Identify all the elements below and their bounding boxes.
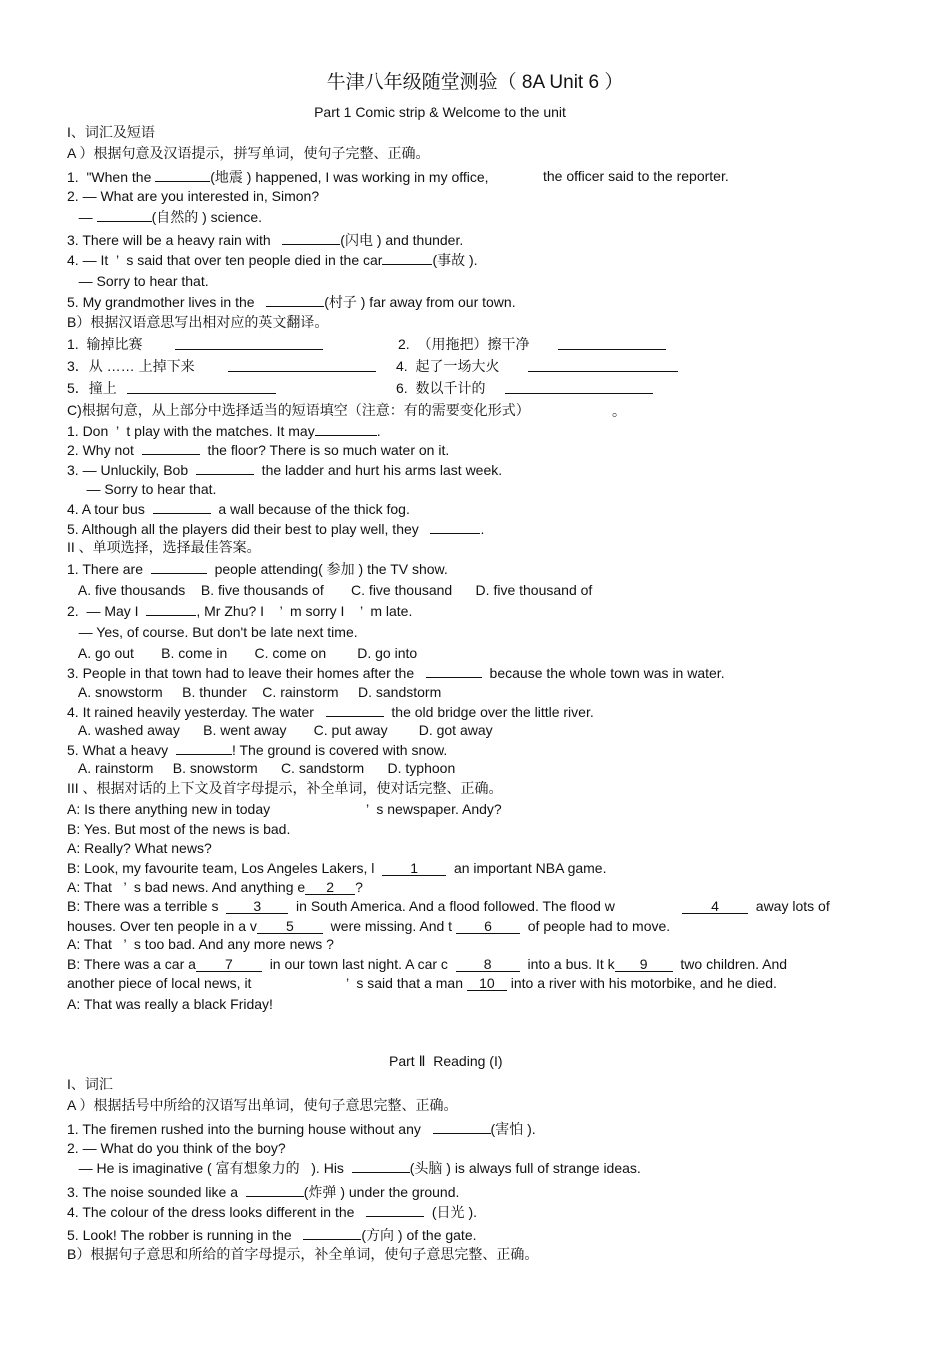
dialog-blank-3[interactable]: 3	[226, 899, 288, 914]
phrase-q5: 5. Although all the players did their best to play well, they .	[67, 521, 485, 537]
mc-blank-4[interactable]	[326, 702, 384, 717]
trans-q4: 4. 起了一场大火	[396, 358, 500, 374]
phrase-blank-1[interactable]	[315, 421, 377, 436]
dialog-blank-10[interactable]: 10	[467, 976, 507, 991]
dialog-line-7: A: That ’ s too bad. And any more news ?	[67, 936, 334, 952]
phrase-blank-2[interactable]	[142, 440, 200, 455]
dialog-line-1: A: Is there anything new in today	[67, 801, 271, 817]
page-title: 牛津八年级随堂测验（ 8A Unit 6 ）	[326, 72, 624, 93]
part2-heading: I、词汇	[67, 1076, 113, 1092]
mc-q2: 2. — May I , Mr Zhu? I ’ m sorry I ’ m late.	[67, 603, 413, 619]
section2-heading: II 、单项选择，选择最佳答案。	[67, 539, 261, 555]
dialog-blank-6[interactable]: 6	[456, 919, 520, 934]
vocab-q5: 5. My grandmother lives in the (村子 ) far away from our town.	[67, 294, 516, 310]
phrase-q1: 1. Don ’ t play with the matches. It may .	[67, 423, 381, 439]
mc-q4: 4. It rained heavily yesterday. The water the old bridge over the little river.	[67, 704, 594, 720]
reading-blank-4[interactable]	[366, 1202, 424, 1217]
section1c-dot: 。	[612, 403, 626, 419]
trans-blank-6[interactable]	[505, 379, 653, 394]
mc-q2-options[interactable]: A. go out B. come in C. come on D. go into	[67, 645, 418, 661]
trans-blank-5[interactable]	[127, 379, 276, 394]
section3-heading: III 、根据对话的上下文及首字母提示，补全单词，使对话完整、正确。	[67, 780, 503, 796]
mc-q5-options[interactable]: A. rainstorm B. snowstorm C. sandstorm D. typhoon	[67, 760, 456, 776]
mc-blank-1[interactable]	[151, 559, 207, 574]
section1b-heading: B）根据汉语意思写出相对应的英文翻译。	[67, 314, 329, 330]
mc-blank-3[interactable]	[426, 663, 482, 678]
reading-blank-5[interactable]	[303, 1225, 361, 1240]
trans-q6: 6. 数以千计的	[396, 380, 486, 396]
dialog-line-6b: houses. Over ten people in a v 5 were missing. And t 6 of people had to move.	[67, 918, 671, 934]
trans-blank-2[interactable]	[558, 335, 666, 350]
part2a-heading: A ）根据括号中所给的汉语写出单词，使句子意思完整、正确。	[67, 1097, 458, 1113]
vocab-q2: 2. — What are you interested in, Simon?	[67, 188, 320, 204]
part2-title: Part Ⅱ Reading (I)	[389, 1053, 503, 1069]
section1c-heading: C)根据句意，从上部分中选择适当的短语填空（注意：有的需要变化形式）	[67, 402, 530, 418]
mc-q3-options[interactable]: A. snowstorm B. thunder C. rainstorm D. sandstorm	[67, 684, 442, 700]
part1-subtitle: Part 1 Comic strip & Welcome to the unit	[314, 104, 566, 120]
dialog-line-1-end: ’ s newspaper. Andy?	[366, 801, 502, 817]
trans-blank-3[interactable]	[228, 357, 376, 372]
dialog-line-6a: B: There was a terrible s 3 in South America. And a flood followed. The flood w	[67, 898, 615, 914]
dialog-line-2: B: Yes. But most of the news is bad.	[67, 821, 291, 837]
phrase-q3: 3. — Unluckily, Bob the ladder and hurt his arms last week.	[67, 462, 503, 478]
phrase-blank-4[interactable]	[153, 499, 211, 514]
dialog-line-4: B: Look, my favourite team, Los Angeles Lakers, l 1 an important NBA game.	[67, 860, 607, 876]
mc-q2-reply: — Yes, of course. But don't be late next time.	[67, 624, 358, 640]
trans-q2: 2. （用拖把）擦干净	[398, 336, 530, 352]
vocab-q1-end: the officer said to the reporter.	[543, 168, 729, 184]
mc-blank-5[interactable]	[176, 740, 232, 755]
reading-vocab-q4: 4. The colour of the dress looks different in the (日光 ).	[67, 1204, 477, 1220]
blank-1[interactable]	[155, 167, 210, 182]
vocab-q4-reply: — Sorry to hear that.	[67, 273, 209, 289]
dialog-line-3: A: Really? What news?	[67, 840, 212, 856]
dialog-blank-8[interactable]: 8	[456, 957, 520, 972]
dialog-line-8b-end: ’ s said that a man 10 into a river with his motorbike, and he died.	[346, 975, 777, 991]
vocab-q3: 3. There will be a heavy rain with (闪电 ) and thunder.	[67, 232, 464, 248]
part2b-heading: B）根据句子意思和所给的首字母提示，补全单词，使句子意思完整、正确。	[67, 1246, 539, 1262]
dialog-blank-5[interactable]: 5	[257, 919, 323, 934]
vocab-q1: 1. "When the (地震 ) happened, I was working in my office,	[67, 169, 489, 185]
trans-q3: 3．从 …… 上掉下来	[67, 358, 195, 374]
reading-vocab-q3: 3. The noise sounded like a (炸弹 ) under the ground.	[67, 1184, 460, 1200]
blank-4[interactable]	[382, 250, 432, 265]
trans-blank-1[interactable]	[175, 335, 323, 350]
blank-2[interactable]	[97, 207, 152, 222]
dialog-line-6a-end: 4 away lots of	[682, 897, 830, 915]
reading-vocab-q5: 5. Look! The robber is running in the (方向 ) of the gate.	[67, 1227, 477, 1243]
blank-3[interactable]	[282, 230, 340, 245]
reading-blank-1[interactable]	[433, 1119, 491, 1134]
reading-blank-3[interactable]	[246, 1182, 304, 1197]
mc-q4-options[interactable]: A. washed away B. went away C. put away D. got away	[67, 722, 493, 738]
mc-q1-options[interactable]: A. five thousands B. five thousands of C. five thousand D. five thousand of	[67, 582, 593, 598]
mc-blank-2[interactable]	[146, 601, 196, 616]
phrase-q2: 2. Why not the floor? There is so much water on it.	[67, 442, 450, 458]
dialog-line-9: A: That was really a black Friday!	[67, 996, 273, 1012]
trans-q5: 5．撞上	[67, 380, 117, 396]
dialog-blank-2[interactable]: 2	[305, 880, 355, 895]
vocab-q4: 4. — It ’ s said that over ten people died in the car (事故 ).	[67, 252, 478, 268]
reading-vocab-q2: 2. — What do you think of the boy?	[67, 1140, 286, 1156]
dialog-line-8b: another piece of local news, it	[67, 975, 252, 991]
phrase-blank-3[interactable]	[196, 460, 254, 475]
dialog-line-8a: B: There was a car a 7 in our town last night. A car c 8 into a bus. It k 9 two children. And	[67, 956, 788, 972]
trans-blank-4[interactable]	[528, 357, 678, 372]
phrase-q3-reply: — Sorry to hear that.	[67, 481, 217, 497]
dialog-line-5: A: That ’ s bad news. And anything e 2 ?	[67, 879, 363, 895]
dialog-blank-4[interactable]: 4	[682, 899, 748, 914]
reading-vocab-q2-answer: — He is imaginative ( 富有想象力的 ). His (头脑 ) is always full of strange ideas.	[67, 1160, 641, 1176]
dialog-blank-1[interactable]: 1	[382, 861, 446, 876]
section1a-heading: A ）根据句意及汉语提示，拼写单词，使句子完整、正确。	[67, 145, 430, 161]
trans-q1: 1. 输掉比赛	[67, 336, 143, 352]
phrase-blank-5[interactable]	[430, 519, 480, 534]
mc-q1: 1. There are people attending( 参加 ) the TV show.	[67, 561, 448, 577]
mc-q3: 3. People in that town had to leave their homes after the because the whole town was in water.	[67, 665, 725, 681]
reading-blank-2[interactable]	[352, 1158, 410, 1173]
phrase-q4: 4. A tour bus a wall because of the thick fog.	[67, 501, 410, 517]
dialog-blank-9[interactable]: 9	[615, 957, 673, 972]
blank-5[interactable]	[266, 292, 324, 307]
vocab-q2-answer: — (自然的 ) science.	[67, 209, 263, 225]
section1-heading: I、词汇及短语	[67, 124, 155, 140]
mc-q5: 5. What a heavy ! The ground is covered with snow.	[67, 742, 448, 758]
reading-vocab-q1: 1. The firemen rushed into the burning house without any (害怕 ).	[67, 1121, 536, 1137]
dialog-blank-7[interactable]: 7	[196, 957, 262, 972]
